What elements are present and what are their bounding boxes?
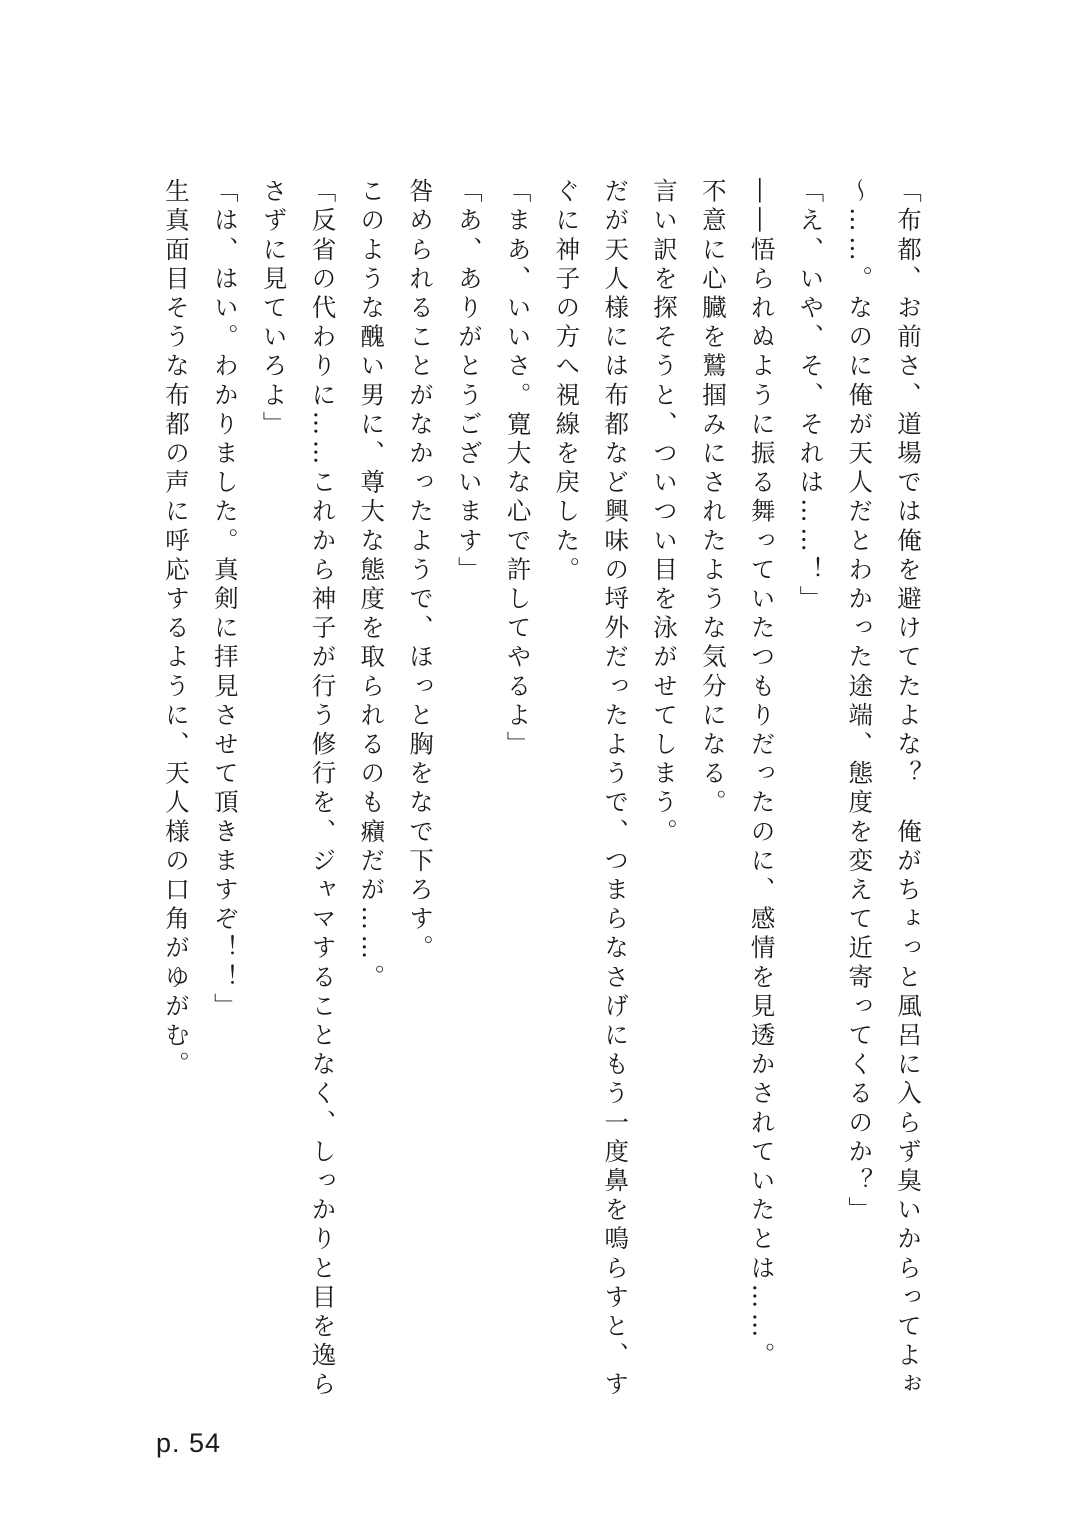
paragraph-6: だが天人様には布都など興味の埒外だったようで、つまらなさげにもう一度鼻を鳴らすと、すぐに神子の方へ視線を戻した。 bbox=[552, 178, 631, 1401]
page-number: p. 54 bbox=[156, 1428, 222, 1458]
paragraph-3: ――悟られぬように振る舞っていたつもりだったのに、感情を見透かされていたとは……。 bbox=[747, 178, 777, 1372]
vertical-text-body bbox=[151, 178, 932, 1428]
paragraph-13: 生真面目そうな布都の声に呼応するように、天人様の口角がゆがむ。 bbox=[162, 178, 192, 1081]
paragraph-10: このような醜い男に、尊大な態度を取られるのも癪だが……。 bbox=[357, 178, 387, 993]
paragraph-7: 「まあ、いいさ。寛大な心で許してやるよ」 bbox=[503, 178, 533, 760]
paragraph-5: 言い訳を探そうと、ついつい目を泳がせてしまう。 bbox=[650, 178, 680, 848]
paragraph-12: 「は、はい。わかりました。真剣に拝見させて頂きますぞ！！」 bbox=[210, 178, 240, 1022]
paragraph-1: 「布都、お前さ、道場では俺を避けてたよな？ 俺がちょっと風呂に入らず臭いからってよぉ～……。なのに俺が天人だとわかった途端、態度を変えて近寄ってくるのか？」 bbox=[845, 178, 923, 1401]
paragraph-8: 「あ、ありがとうございます」 bbox=[454, 178, 484, 586]
paragraph-2: 「え、いや、そ、それは……！」 bbox=[796, 178, 826, 615]
paragraph-9: 咎められることがなかったようで、ほっと胸をなで下ろす。 bbox=[406, 178, 436, 964]
paragraph-11: 「反省の代わりに……これから神子が行う修行を、ジャマすることなく、しっかりと目を逸らさずに見ていろよ」 bbox=[259, 178, 338, 1401]
paragraph-4: 不意に心臓を鷲掴みにされたような気分になる。 bbox=[698, 178, 728, 819]
